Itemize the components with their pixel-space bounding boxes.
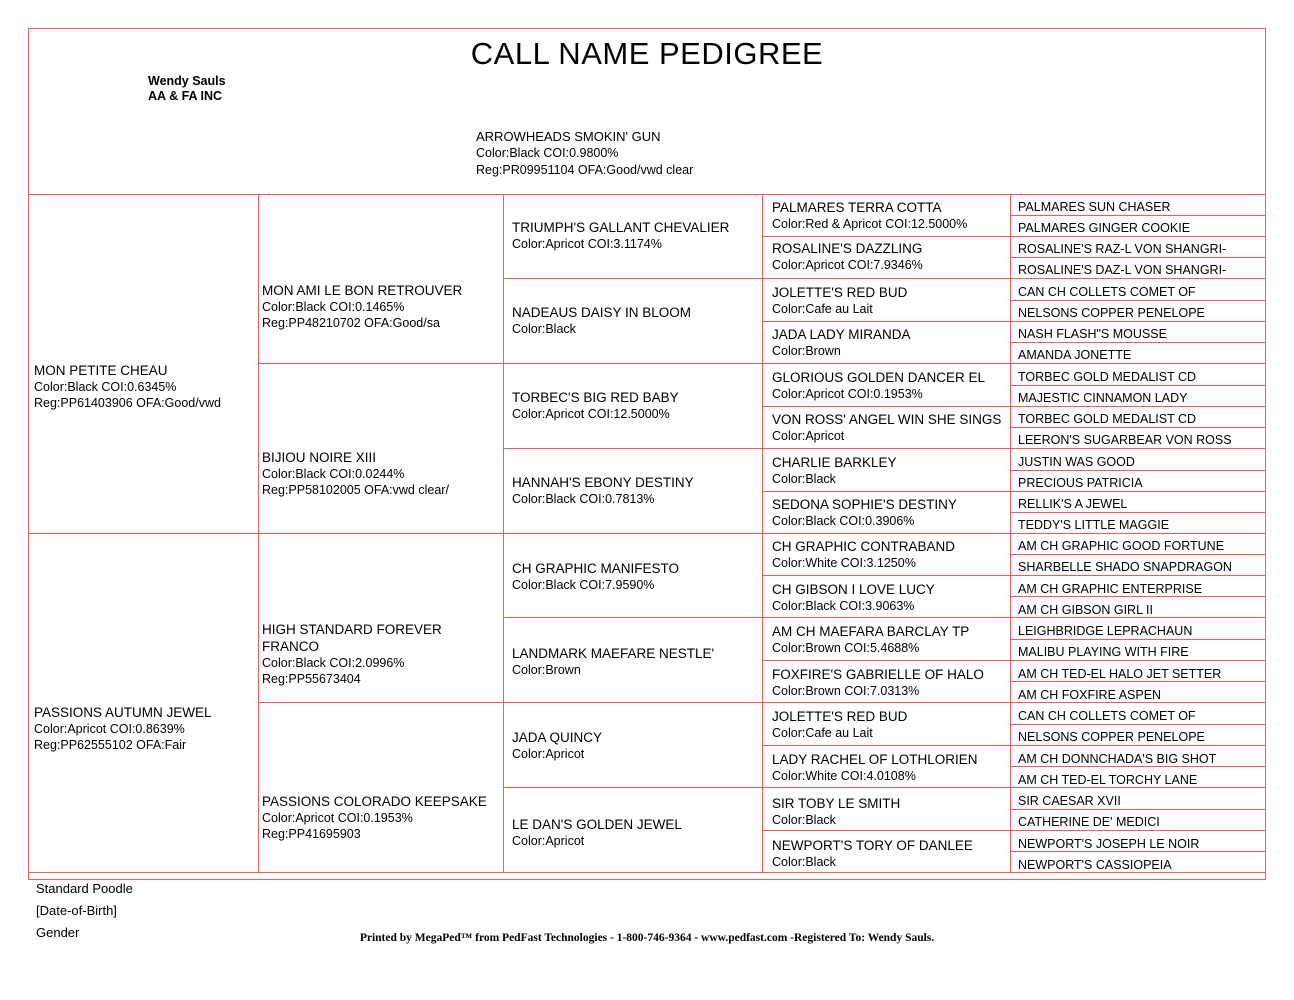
dog-cell-gen5-31: [1018, 856, 1266, 874]
dog-name: JOLETTE'S RED BUD: [772, 709, 908, 724]
dog-cell-gen5-1: [1018, 219, 1266, 237]
dog-name: NEWPORT'S TORY OF DANLEE: [772, 838, 973, 853]
dog-reg-ofa: Reg:PP55673404: [262, 672, 361, 686]
subject-name: ARROWHEADS SMOKIN' GUN: [476, 129, 661, 144]
dog-cell-gen2-1: [262, 449, 502, 498]
dog-cell-gen3-6: [512, 729, 760, 762]
subject-dog: [476, 128, 693, 179]
dog-cell-gen2-2: [262, 621, 502, 687]
dog-color-coi: Color:Apricot COI:0.1953%: [772, 387, 923, 401]
dog-color-coi: Color:Apricot: [512, 834, 585, 848]
dog-name: ROSALINE'S RAZ-L VON SHANGRI-: [1018, 242, 1227, 256]
divider: [762, 660, 1010, 661]
dog-color-coi: Color:Apricot COI:0.1953%: [262, 811, 413, 825]
dob-label: [Date-of-Birth]: [36, 903, 117, 918]
dog-name: MAJESTIC CINNAMON LADY: [1018, 391, 1188, 405]
dog-cell-gen5-18: [1018, 580, 1266, 598]
dog-name: SHARBELLE SHADO SNAPDRAGON: [1018, 560, 1232, 574]
dog-color-coi: Color:Black COI:3.9063%: [772, 599, 915, 613]
dog-color-coi: Color:Apricot COI:7.9346%: [772, 258, 923, 272]
owner-name: Wendy Sauls: [148, 74, 226, 88]
dog-reg-ofa: Reg:PP41695903: [262, 827, 361, 841]
dog-name: AM CH GIBSON GIRL II: [1018, 603, 1153, 617]
dog-name: CH GRAPHIC MANIFESTO: [512, 561, 680, 576]
dog-cell-gen5-29: [1018, 813, 1266, 831]
divider: [28, 194, 1266, 195]
gender-label: Gender: [36, 925, 80, 940]
dog-cell-gen5-8: [1018, 368, 1266, 386]
owner-block: [148, 74, 226, 104]
dog-cell-gen5-11: [1018, 431, 1266, 449]
dog-cell-gen4-10: [772, 623, 1012, 656]
dog-name: LE DAN'S GOLDEN JEWEL: [512, 817, 682, 832]
dog-color-coi: Color:Black COI:0.1465%: [262, 300, 405, 314]
dog-color-coi: Color:Cafe au Lait: [772, 302, 873, 316]
dog-name: JADA QUINCY: [512, 730, 603, 745]
divider: [503, 363, 762, 364]
dog-name: JUSTIN WAS GOOD: [1018, 455, 1135, 469]
divider: [762, 617, 1010, 618]
dog-name: CAN CH COLLETS COMET OF: [1018, 709, 1196, 723]
dog-cell-gen5-15: [1018, 516, 1266, 534]
dog-name: CHARLIE BARKLEY: [772, 455, 897, 470]
dog-cell-gen4-2: [772, 284, 1012, 317]
dog-name: LEIGHBRIDGE LEPRACHAUN: [1018, 624, 1193, 638]
dog-cell-gen5-26: [1018, 750, 1266, 768]
dog-cell-gen5-27: [1018, 771, 1266, 789]
dog-cell-gen4-5: [772, 411, 1012, 444]
dog-name: NADEAUS DAISY IN BLOOM: [512, 305, 692, 320]
dog-cell-gen4-15: [772, 837, 1012, 870]
dog-cell-gen4-12: [772, 708, 1012, 741]
dog-color-coi: Color:Apricot: [772, 429, 845, 443]
dog-color-coi: Color:Brown COI:7.0313%: [772, 684, 920, 698]
dog-cell-gen5-9: [1018, 389, 1266, 407]
dog-name: FOXFIRE'S GABRIELLE OF HALO: [772, 667, 984, 682]
dog-cell-gen5-24: [1018, 707, 1266, 725]
dog-cell-gen4-14: [772, 795, 1012, 828]
divider: [762, 363, 1010, 364]
dog-name: MON AMI LE BON RETROUVER: [262, 283, 463, 298]
dog-cell-gen4-7: [772, 496, 1012, 529]
dog-name: PASSIONS AUTUMN JEWEL: [34, 705, 212, 720]
dog-name: ROSALINE'S DAZ-L VON SHANGRI-: [1018, 263, 1227, 277]
dog-name: AM CH TED-EL TORCHY LANE: [1018, 773, 1198, 787]
dog-name: ROSALINE'S DAZZLING: [772, 241, 923, 256]
dog-name: SEDONA SOPHIE'S DESTINY: [772, 497, 957, 512]
dog-name: NASH FLASH"S MOUSSE: [1018, 327, 1167, 341]
print-credit: Printed by MegaPed™ from PedFast Technologies - 1-800-746-9364 - www.pedfast.com -Registered To: Wendy Sauls.: [359, 932, 935, 944]
dog-cell-gen5-21: [1018, 643, 1266, 661]
dog-name: TEDDY'S LITTLE MAGGIE: [1018, 518, 1170, 532]
dog-name: JOLETTE'S RED BUD: [772, 285, 908, 300]
dog-cell-gen5-30: [1018, 835, 1266, 853]
dog-name: SIR CAESAR XVII: [1018, 794, 1121, 808]
dog-cell-gen3-3: [512, 474, 760, 507]
divider: [503, 533, 762, 534]
dog-name: BIJIOU NOIRE XIII: [262, 450, 377, 465]
dog-color-coi: Color:Black COI:0.0244%: [262, 467, 405, 481]
dog-cell-gen5-25: [1018, 728, 1266, 746]
dog-reg-ofa: Reg:PP48210702 OFA:Good/sa: [262, 316, 440, 330]
dog-name: NEWPORT'S JOSEPH LE NOIR: [1018, 837, 1200, 851]
dog-name: CATHERINE DE' MEDICI: [1018, 815, 1160, 829]
dog-color-coi: Color:Black: [512, 322, 576, 336]
dog-name: TRIUMPH'S GALLANT CHEVALIER: [512, 220, 730, 235]
dog-name: AMANDA JONETTE: [1018, 348, 1132, 362]
dog-cell-gen3-7: [512, 816, 760, 849]
dog-cell-gen3-0: [512, 219, 760, 252]
dog-cell-gen2-3: [262, 793, 502, 842]
dog-cell-gen5-20: [1018, 622, 1266, 640]
subject-color-coi: Color:Black COI:0.9800%: [476, 146, 619, 160]
divider: [258, 702, 503, 703]
dog-cell-gen4-1: [772, 240, 1012, 273]
dog-color-coi: Color:Black COI:7.9590%: [512, 578, 655, 592]
dog-cell-gen5-12: [1018, 453, 1266, 471]
dog-cell-gen3-4: [512, 560, 760, 593]
dog-cell-gen1-1: [34, 704, 256, 753]
dog-reg-ofa: Reg:PP58102005 OFA:vwd clear/: [262, 483, 449, 497]
dog-color-coi: Color:Cafe au Lait: [772, 726, 873, 740]
dog-name: SIR TOBY LE SMITH: [772, 796, 901, 811]
dog-cell-gen4-3: [772, 326, 1012, 359]
dog-name: VON ROSS' ANGEL WIN SHE SINGS: [772, 412, 1002, 427]
divider: [762, 448, 1010, 449]
dog-cell-gen3-2: [512, 389, 760, 422]
divider: [503, 448, 762, 449]
dog-color-coi: Color:White COI:3.1250%: [772, 556, 916, 570]
dog-name: AM CH TED-EL HALO JET SETTER: [1018, 667, 1222, 681]
dog-cell-gen4-13: [772, 751, 1012, 784]
divider: [258, 363, 503, 364]
dog-cell-gen5-6: [1018, 325, 1266, 343]
dog-color-coi: Color:Apricot COI:12.5000%: [512, 407, 670, 421]
dog-name: CAN CH COLLETS COMET OF: [1018, 285, 1196, 299]
dog-color-coi: Color:Apricot COI:0.8639%: [34, 722, 185, 736]
divider: [762, 575, 1010, 576]
dog-name: MON PETITE CHEAU: [34, 363, 168, 378]
dog-name: MALIBU PLAYING WITH FIRE: [1018, 645, 1189, 659]
dog-cell-gen5-3: [1018, 261, 1266, 279]
col-divider: [762, 194, 763, 872]
divider: [503, 278, 762, 279]
dog-cell-gen5-14: [1018, 495, 1266, 513]
divider: [762, 745, 1010, 746]
dog-cell-gen4-0: [772, 199, 1012, 232]
col-divider: [258, 194, 259, 872]
dog-cell-gen5-23: [1018, 686, 1266, 704]
dog-color-coi: Color:Black: [772, 813, 836, 827]
subject-reg-ofa: Reg:PR09951104 OFA:Good/vwd clear: [476, 163, 694, 177]
dog-name: AM CH GRAPHIC ENTERPRISE: [1018, 582, 1203, 596]
dog-color-coi: Color:Black COI:0.3906%: [772, 514, 915, 528]
dog-name: HIGH STANDARD FOREVER FRANCO: [262, 622, 442, 654]
dog-name: TORBEC GOLD MEDALIST CD: [1018, 370, 1197, 384]
dog-name: PALMARES TERRA COTTA: [772, 200, 942, 215]
divider: [762, 406, 1010, 407]
dog-name: AM CH FOXFIRE ASPEN: [1018, 688, 1162, 702]
dog-reg-ofa: Reg:PP62555102 OFA:Fair: [34, 738, 187, 752]
dog-name: NELSONS COPPER PENELOPE: [1018, 306, 1205, 320]
dog-cell-gen5-22: [1018, 665, 1266, 683]
dog-cell-gen5-13: [1018, 474, 1266, 492]
dog-color-coi: Color:Red & Apricot COI:12.5000%: [772, 217, 968, 231]
dog-name: LADY RACHEL OF LOTHLORIEN: [772, 752, 978, 767]
dog-name: NEWPORT'S CASSIOPEIA: [1018, 858, 1172, 872]
dog-cell-gen5-28: [1018, 792, 1266, 810]
divider: [503, 787, 762, 788]
dog-cell-gen4-8: [772, 538, 1012, 571]
dog-color-coi: Color:White COI:4.0108%: [772, 769, 916, 783]
dog-cell-gen5-4: [1018, 283, 1266, 301]
dog-color-coi: Color:Brown: [512, 663, 581, 677]
dog-name: TORBEC'S BIG RED BABY: [512, 390, 679, 405]
dog-color-coi: Color:Black COI:0.7813%: [512, 492, 655, 506]
dog-cell-gen3-1: [512, 304, 760, 337]
dog-cell-gen3-5: [512, 645, 760, 678]
dog-cell-gen4-9: [772, 581, 1012, 614]
dog-name: AM CH GRAPHIC GOOD FORTUNE: [1018, 539, 1225, 553]
divider: [762, 787, 1010, 788]
dog-cell-gen5-17: [1018, 558, 1266, 576]
dog-color-coi: Color:Apricot: [512, 747, 585, 761]
dog-name: HANNAH'S EBONY DESTINY: [512, 475, 694, 490]
divider: [762, 278, 1010, 279]
breed-label: Standard Poodle: [36, 881, 133, 896]
dog-name: CH GIBSON I LOVE LUCY: [772, 582, 935, 597]
dog-color-coi: Color:Black COI:0.6345%: [34, 380, 177, 394]
dog-color-coi: Color:Black COI:2.0996%: [262, 656, 405, 670]
dog-color-coi: Color:Black: [772, 472, 836, 486]
dog-name: RELLIK'S A JEWEL: [1018, 497, 1128, 511]
dog-cell-gen5-0: [1018, 198, 1266, 216]
dog-color-coi: Color:Apricot COI:3.1174%: [512, 237, 662, 251]
divider: [762, 491, 1010, 492]
dog-name: PASSIONS COLORADO KEEPSAKE: [262, 794, 487, 809]
dog-name: AM CH DONNCHADA'S BIG SHOT: [1018, 752, 1217, 766]
dog-name: PRECIOUS PATRICIA: [1018, 476, 1143, 490]
dog-color-coi: Color:Black: [772, 855, 836, 869]
divider: [503, 617, 762, 618]
dog-name: LEERON'S SUGARBEAR VON ROSS: [1018, 433, 1232, 447]
dog-name: TORBEC GOLD MEDALIST CD: [1018, 412, 1197, 426]
dog-name: LANDMARK MAEFARE NESTLE': [512, 646, 715, 661]
dog-color-coi: Color:Brown: [772, 344, 841, 358]
dog-cell-gen5-7: [1018, 346, 1266, 364]
owner-org: AA & FA INC: [148, 89, 223, 103]
dog-name: PALMARES GINGER COOKIE: [1018, 221, 1191, 235]
dog-cell-gen4-4: [772, 369, 1012, 402]
dog-name: JADA LADY MIRANDA: [772, 327, 911, 342]
dog-name: CH GRAPHIC CONTRABAND: [772, 539, 956, 554]
divider: [762, 236, 1010, 237]
page-title: CALL NAME PEDIGREE: [470, 36, 824, 71]
dog-cell-gen1-0: [34, 362, 256, 411]
dog-name: AM CH MAEFARA BARCLAY TP: [772, 624, 970, 639]
dog-color-coi: Color:Brown COI:5.4688%: [772, 641, 920, 655]
dog-name: GLORIOUS GOLDEN DANCER EL: [772, 370, 986, 385]
divider: [503, 702, 762, 703]
divider: [762, 321, 1010, 322]
dog-cell-gen4-11: [772, 666, 1012, 699]
dog-cell-gen4-6: [772, 454, 1012, 487]
dog-name: NELSONS COPPER PENELOPE: [1018, 730, 1205, 744]
dog-cell-gen5-5: [1018, 304, 1266, 322]
dog-cell-gen5-19: [1018, 601, 1266, 619]
divider: [762, 830, 1010, 831]
dog-reg-ofa: Reg:PP61403906 OFA:Good/vwd: [34, 396, 221, 410]
divider: [762, 702, 1010, 703]
dog-name: PALMARES SUN CHASER: [1018, 200, 1171, 214]
dog-cell-gen5-2: [1018, 240, 1266, 258]
dog-cell-gen5-10: [1018, 410, 1266, 428]
dog-cell-gen5-16: [1018, 537, 1266, 555]
dog-cell-gen2-0: [262, 282, 502, 331]
